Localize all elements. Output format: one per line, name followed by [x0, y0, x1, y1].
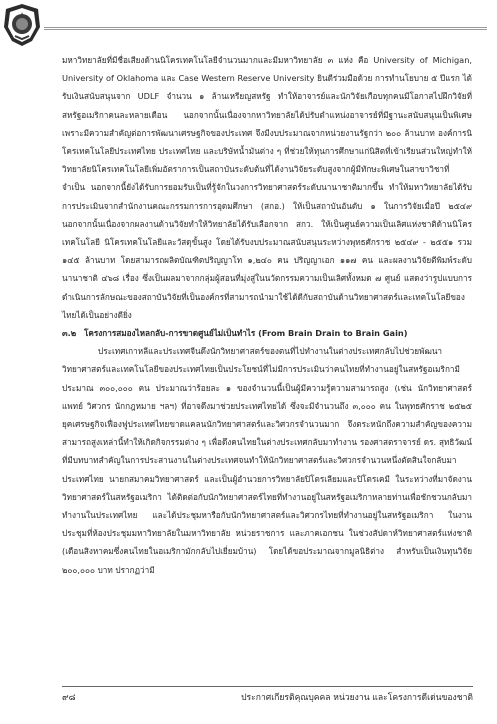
paragraph-brain-gain: ประเทศเกาหลีและประเทศจีนดึงนักวิทยาศาสตร์ของตนที่ไปทำงานในต่างประเทศกลับไปช่วยพัฒนาวิทยาศาสตร์และเทคโนโลยีของประเทศไทยเป็นประโยชน์ที่ไม่มีการประเมินว่าคนไทยที่ทำงานอยู่ในสหรัฐอเมริกามีประมาณ ๓๐๐,๐๐๐ คน ประมาณว่าร้อยละ ๑ ของจำนวนนี้เป็นผู้มีความรู้ความสามารถสูง (เช่น นักวิทยาศาสตร์ แพทย์ วิศวกร นักกฎหมาย ฯลฯ) ที่อาจดึงมาช่วยประเทศไทยได้ ซึ่งจะมีจำนวนถึง ๓,๐๐๐ คน ในพุทธศักราช ๒๕๒๕ ยุคเศรษฐกิจเฟื่องฟูประเทศไทยขาดแคลนนักวิทยาศาสตร์และวิศวกรจำนวนมาก จึงตระหนักถึงความสำคัญของความสามารถสูงเหล่านี้ทำให้เกิดกิจกรรมต่าง ๆ เพื่อดึงคนไทยในต่างประเทศกลับมาทำงาน รองศาสตราจารย์ ดร. สุทธิวัฒน์ ที่มีบทบาทสำคัญในการประสานงานในต่างประเทศจนทำให้นักวิทยาศาสตร์และวิศวกรจำนวนหนึ่งตัดสินใจกลับมาประเทศไทย นายกสมาคมวิทยาศาสตร์ และเป็นผู้อำนวยการวิทยาลัยปิโตรเลียมและปิโตรเคมี ในระหว่างที่มาจัดงานวิทยาศาสตร์ในสหรัฐอเมริกา ได้ติดต่อกับนักวิทยาศาสตร์ไทยที่ทำงานอยู่ในสหรัฐอเมริกาหลายท่านเพื่อชักชวนกลับมาทำงานในประเทศไทย และได้ประชุมหารือกับนักวิทยาศาสตร์และวิศวกรไทยที่ทำงานอยู่ในสหรัฐอเมริกา ในงานประชุมที่ห้องประชุมมหาวิทยาลัยในมหาวิทยาลัย หน่วยราชการ และภาคเอกชน ในช่วงสัปดาห์วิทยาศาสตร์แห่งชาติ (เดือนสิงหาคมซึ่งคนไทยในอเมริกามักกลับไปเยี่ยมบ้าน) โดยได้ขอประมาณจากมูลนิธิต่าง สำหรับเป็นเงินทุนวิจัย ๒๐๐,๐๐๐ บาท ปรากฏว่ามี — [62, 346, 472, 575]
paragraph-continued: มหาวิทยาลัยที่มีชื่อเสียงด้านนิโครเทคโนโลยีจำนวนมากและมีมหาวิทยาลัย ๓ แห่ง คือ University of Michigan, University of Oklahoma และ Case Western Reserve University ยินดีร่วมมือด้วย การทำนโยบาย ๕ ปีแรก ได้รับเงินสนับสนุนจาก UDLF จำนวน ๑ ล้านเหรียญสหรัฐ ทำให้อาจารย์และนักวิจัยเกือบทุกคนมีโอกาสไปฝึกวิจัยที่สหรัฐอเมริกาคนละหลายเดือน นอกจากนั้นเนื่องจากหาวิทยาลัยได้ปรับตำแหน่งอาจารย์ที่มีฐานะสนับสนุนเป็นพิเศษ เพราะมีความสำคัญต่อการพัฒนาเศรษฐกิจของประเทศ จึงมีงบประมาณจากหน่วยงานรัฐกว่า ๒๐๐ ล้านบาท องค์การนิโครเทคโนโลยีประเทศไทย ประเทศไทย และบริษัทน้ำมันต่าง ๆ ที่ช่วยให้ทุนการศึกษาแก่นิสิตที่เข้าเรียนส่วนใหญ่ทำให้วิทยาลัยนิโครเทคโนโลยีเพิ่มอัตราการเป็นสถาบันระดับต้นที่ได้งานวิจัยระดับสูงจากผู้มีทักษะพิเศษในสาขาวิชาที่จำเป็น นอกจากนี้ยังได้รับการยอมรับเป็นที่รู้จักในวงการวิทยาศาสตร์ระดับนานาชาติมากขึ้น ทำให้มหาวิทยาลัยได้รับการประเมินจากสำนักงานคณะกรรมการการอุดมศึกษา (สกอ.) ให้เป็นสถาบันอันดับ ๑ ในการวิจัยเมื่อปี ๒๕๔๙ นอกจากนั้นเนื่องจากผลงานด้านวิจัยทำให้วิทยาลัยได้รับเลือกจาก สกว. ให้เป็นศูนย์ความเป็นเลิศแห่งชาติด้านนิโครเทคโนโลยี นิโครเทคโนโลยีและวัสดุขั้นสูง โดยได้รับงบประมาณสนับสนุนระหว่างพุทธศักราช ๒๕๔๙ - ๒๕๕๑ รวม ๑๔๕ ล้านบาท โดยสามารถผลิตบัณฑิตปริญญาโท ๑,๒๔๐ คน ปริญญาเอก ๑๑๗ คน และผลงานวิจัยตีพิมพ์ระดับนานาชาติ ๔๖๘ เรื่อง ซึ่งเป็นผลมาจากกลุ่มผู้สอนที่มุ่งสู่ในนวัตกรรมความเป็นเลิศทั้งหมด ๗ ศูนย์ แสดงว่ารูปแบบการดำเนินการลักษณะของสถาบันวิจัยที่เป็นองค์กรที่สามารถนำมาใช้ได้ดีกับสถาบันด้านวิทยาศาสตร์และเทคโนโลยีของไทยได้เป็นอย่างดียิ่ง — [62, 55, 472, 320]
page-number: ๙๘ — [62, 693, 76, 703]
running-title: ประกาศเกียรติคุณบุคคล หน่วยงาน และโครงการดีเด่นของชาติ — [241, 693, 473, 703]
footer-rule — [62, 686, 473, 687]
document-body — [62, 51, 472, 579]
university-seal-logo — [2, 3, 42, 47]
section-number: ๓.๒ — [62, 328, 77, 339]
header-rule — [44, 27, 487, 30]
section-title: โครงการสมองไหลกลับ-การขาดศูนย์ไม่เป็นทำไร (From Brain Drain to Brain Gain) — [84, 328, 408, 339]
section-heading — [62, 324, 472, 342]
